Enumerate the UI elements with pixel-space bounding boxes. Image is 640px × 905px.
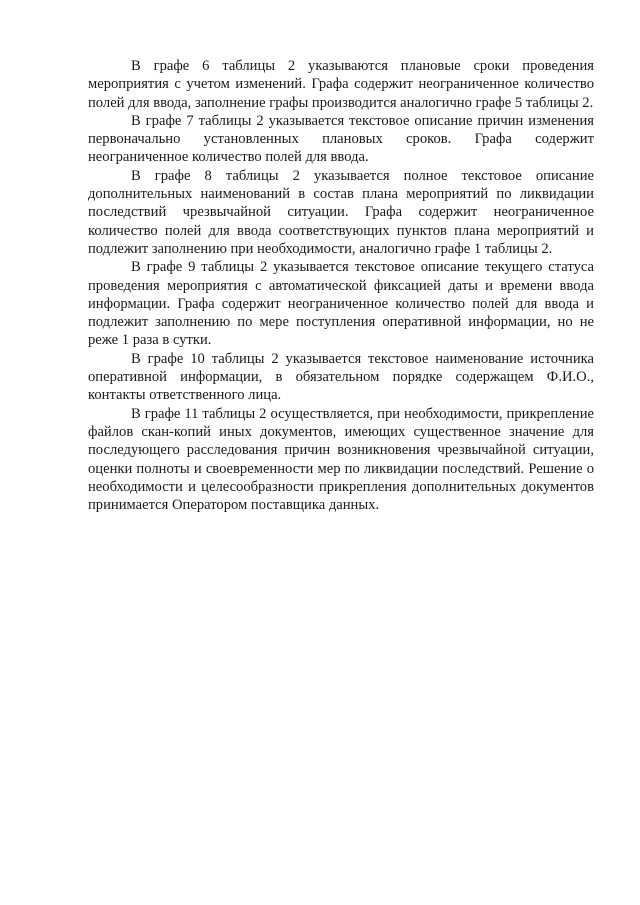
- paragraph-column-11: В графе 11 таблицы 2 осуществляется, при необходимости, прикрепление файлов скан-копий иных документов, имеющих существенное значение для последующего расследования причин возникновения чрезвычайной ситуации, оценки полноты и своевременности мер по ликвидации последствий. Решение о необходимости и целесообразности прикрепления дополнительных документов принимается Оператором поставщика данных.: [88, 405, 594, 514]
- paragraph-column-7: В графе 7 таблицы 2 указывается текстовое описание причин изменения первоначально установленных плановых сроков. Графа содержит неограниченное количество полей для ввода.: [88, 112, 594, 166]
- paragraph-column-8: В графе 8 таблицы 2 указывается полное текстовое описание дополнительных наименований в состав плана мероприятий по ликвидации последствий чрезвычайной ситуации. Графа содержит неограниченное количество полей для ввода соответствующих пунктов плана мероприятий и подлежит заполнению при необходимости, аналогично графе 1 таблицы 2.: [88, 167, 594, 257]
- paragraph-column-10: В графе 10 таблицы 2 указывается текстовое наименование источника оперативной информации, в обязательном порядке содержащем Ф.И.О., контакты ответственного лица.: [88, 350, 594, 404]
- paragraph-column-6: В графе 6 таблицы 2 указываются плановые сроки проведения мероприятия с учетом изменений. Графа содержит неограниченное количество полей для ввода, заполнение графы производится аналогично графе 5 таблицы 2.: [88, 58, 594, 111]
- paragraph-column-9: В графе 9 таблицы 2 указывается текстовое описание текущего статуса проведения мероприятия с автоматической фиксацией даты и времени ввода информации. Графа содержит неограниченное количество полей для ввода и подлежит заполнению по мере поступления оперативной информации, но не реже 1 раза в сутки.: [88, 259, 594, 349]
- document-body: [88, 57, 594, 514]
